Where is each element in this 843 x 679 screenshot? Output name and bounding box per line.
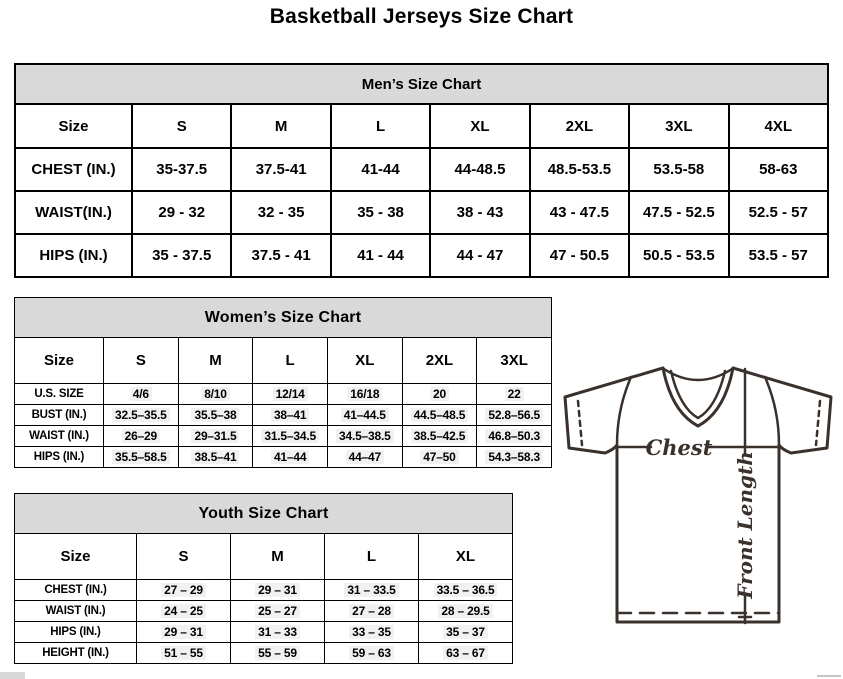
value-cell bbox=[137, 601, 231, 622]
value: 4/6 bbox=[130, 387, 152, 401]
value: 38.5–41 bbox=[191, 450, 239, 464]
value-cell bbox=[231, 643, 325, 664]
value-cell bbox=[231, 601, 325, 622]
value-cell bbox=[137, 580, 231, 601]
mens-size-chart-table bbox=[14, 63, 829, 278]
value-cell bbox=[430, 234, 529, 277]
value-cell bbox=[104, 426, 179, 447]
row-label: U.S. SIZE bbox=[15, 384, 104, 405]
value: 34.5–38.5 bbox=[336, 429, 394, 443]
value-cell bbox=[629, 191, 728, 234]
scrollbar-fragment-left[interactable] bbox=[0, 672, 25, 679]
column-header: XL bbox=[419, 534, 513, 580]
value: 44-48.5 bbox=[454, 161, 506, 178]
column-header: 2XL bbox=[402, 338, 477, 384]
value: 32 - 35 bbox=[257, 204, 305, 221]
table-row bbox=[15, 447, 552, 468]
table-row bbox=[15, 643, 513, 664]
value: 38.5–42.5 bbox=[411, 429, 469, 443]
value-cell bbox=[178, 405, 253, 426]
value: 12/14 bbox=[273, 387, 308, 401]
value-cell bbox=[729, 148, 828, 191]
value-cell bbox=[430, 191, 529, 234]
jersey-left-seam bbox=[617, 377, 631, 445]
value: 35 - 38 bbox=[357, 204, 404, 221]
value-cell bbox=[104, 447, 179, 468]
page-title: Basketball Jerseys Size Chart bbox=[269, 5, 574, 28]
column-header: M bbox=[178, 338, 253, 384]
value-cell bbox=[132, 191, 231, 234]
value: 35.5–58.5 bbox=[112, 450, 170, 464]
value-cell bbox=[402, 384, 477, 405]
value: 20 bbox=[430, 387, 449, 401]
value: 26–29 bbox=[122, 429, 160, 443]
column-header: 2XL bbox=[530, 104, 629, 148]
row-label: HIPS (IN.) bbox=[15, 234, 132, 277]
youth-size-chart-table bbox=[14, 493, 513, 664]
row-label: HIPS (IN.) bbox=[15, 447, 104, 468]
value: 44.5–48.5 bbox=[411, 408, 469, 422]
value-cell bbox=[629, 148, 728, 191]
jersey-left-cuff-dash bbox=[578, 401, 582, 445]
value: 47 - 50.5 bbox=[549, 247, 609, 264]
value: 51 – 55 bbox=[161, 646, 206, 660]
chest-label: Chest bbox=[645, 435, 713, 460]
table-row bbox=[15, 148, 828, 191]
value: 35 - 37.5 bbox=[152, 247, 212, 264]
column-header: 3XL bbox=[629, 104, 728, 148]
value: 38–41 bbox=[271, 408, 309, 422]
column-header: 4XL bbox=[729, 104, 828, 148]
value-cell bbox=[137, 643, 231, 664]
jersey-right-seam bbox=[765, 377, 779, 445]
value: 41-44 bbox=[361, 161, 400, 178]
table-row bbox=[15, 405, 552, 426]
jersey-measurement-diagram bbox=[555, 355, 843, 679]
value: 31 – 33.5 bbox=[344, 583, 398, 597]
value-cell bbox=[253, 384, 328, 405]
value: 24 – 25 bbox=[161, 604, 206, 618]
table-title: Youth Size Chart bbox=[15, 494, 513, 534]
value-cell bbox=[419, 643, 513, 664]
value: 50.5 - 53.5 bbox=[642, 247, 715, 264]
value: 47.5 - 52.5 bbox=[642, 204, 715, 221]
value: 59 – 63 bbox=[349, 646, 394, 660]
value-cell bbox=[253, 447, 328, 468]
value: 29–31.5 bbox=[191, 429, 239, 443]
table-row bbox=[15, 384, 552, 405]
row-label: HEIGHT (IN.) bbox=[15, 643, 137, 664]
value-cell bbox=[104, 405, 179, 426]
value: 53.5-58 bbox=[653, 161, 705, 178]
value-cell bbox=[327, 384, 402, 405]
value: 32.5–35.5 bbox=[112, 408, 170, 422]
value: 35 – 37 bbox=[443, 625, 488, 639]
value: 41–44 bbox=[271, 450, 309, 464]
scrollbar-fragment-right[interactable] bbox=[817, 675, 841, 677]
value-cell bbox=[430, 148, 529, 191]
value-cell bbox=[331, 148, 430, 191]
value-cell bbox=[327, 405, 402, 426]
table-row bbox=[15, 191, 828, 234]
value-cell bbox=[331, 191, 430, 234]
value-cell bbox=[477, 426, 552, 447]
row-label: WAIST (IN.) bbox=[15, 601, 137, 622]
value-cell bbox=[729, 191, 828, 234]
value-cell bbox=[327, 447, 402, 468]
value: 31.5–34.5 bbox=[261, 429, 319, 443]
value: 27 – 28 bbox=[349, 604, 394, 618]
value: 46.8–50.3 bbox=[485, 429, 543, 443]
value: 43 - 47.5 bbox=[549, 204, 609, 221]
table-title: Women’s Size Chart bbox=[15, 298, 552, 338]
value: 41 - 44 bbox=[357, 247, 404, 264]
value: 55 – 59 bbox=[255, 646, 300, 660]
value: 16/18 bbox=[347, 387, 382, 401]
column-header: 3XL bbox=[477, 338, 552, 384]
jersey-outline bbox=[565, 368, 831, 622]
value: 35-37.5 bbox=[156, 161, 208, 178]
column-header: L bbox=[325, 534, 419, 580]
table-row bbox=[15, 580, 513, 601]
column-header: S bbox=[132, 104, 231, 148]
value-cell bbox=[419, 601, 513, 622]
value: 22 bbox=[505, 387, 524, 401]
column-header: S bbox=[104, 338, 179, 384]
value: 8/10 bbox=[201, 387, 230, 401]
column-header: L bbox=[253, 338, 328, 384]
value-cell bbox=[178, 447, 253, 468]
value-cell bbox=[325, 601, 419, 622]
column-header: XL bbox=[430, 104, 529, 148]
value-cell bbox=[629, 234, 728, 277]
row-label: BUST (IN.) bbox=[15, 405, 104, 426]
value-cell bbox=[253, 426, 328, 447]
value: 27 – 29 bbox=[161, 583, 206, 597]
value-cell bbox=[325, 622, 419, 643]
value-cell bbox=[132, 234, 231, 277]
row-label: CHEST (IN.) bbox=[15, 580, 137, 601]
table-row bbox=[15, 234, 828, 277]
column-header: M bbox=[231, 534, 325, 580]
value-cell bbox=[402, 405, 477, 426]
value-cell bbox=[419, 580, 513, 601]
column-header: Size bbox=[15, 104, 132, 148]
value: 52.8–56.5 bbox=[485, 408, 543, 422]
value-cell bbox=[325, 643, 419, 664]
row-label: WAIST (IN.) bbox=[15, 426, 104, 447]
value-cell bbox=[325, 580, 419, 601]
value: 54.3–58.3 bbox=[485, 450, 543, 464]
row-label: WAIST(IN.) bbox=[15, 191, 132, 234]
value-cell bbox=[231, 580, 325, 601]
value: 41–44.5 bbox=[341, 408, 389, 422]
value-cell bbox=[231, 148, 330, 191]
column-header: XL bbox=[327, 338, 402, 384]
row-label: CHEST (IN.) bbox=[15, 148, 132, 191]
value: 29 – 31 bbox=[161, 625, 206, 639]
column-header: L bbox=[331, 104, 430, 148]
value: 29 - 32 bbox=[158, 204, 206, 221]
table-row bbox=[15, 601, 513, 622]
value-cell bbox=[477, 405, 552, 426]
value-cell bbox=[530, 148, 629, 191]
value-cell bbox=[178, 426, 253, 447]
value-cell bbox=[402, 447, 477, 468]
value: 25 – 27 bbox=[255, 604, 300, 618]
value-cell bbox=[327, 426, 402, 447]
value-cell bbox=[231, 191, 330, 234]
value: 31 – 33 bbox=[255, 625, 300, 639]
column-header: M bbox=[231, 104, 330, 148]
womens-size-chart-table bbox=[14, 297, 552, 468]
value-cell bbox=[137, 622, 231, 643]
value: 35.5–38 bbox=[191, 408, 239, 422]
value: 47–50 bbox=[420, 450, 458, 464]
value: 38 - 43 bbox=[456, 204, 504, 221]
value: 58-63 bbox=[759, 161, 798, 178]
value-cell bbox=[253, 405, 328, 426]
column-header: S bbox=[137, 534, 231, 580]
jersey-collar-band bbox=[664, 369, 732, 380]
value: 44 - 47 bbox=[456, 247, 504, 264]
value-cell bbox=[231, 234, 330, 277]
value: 29 – 31 bbox=[255, 583, 300, 597]
value-cell bbox=[132, 148, 231, 191]
value: 37.5 - 41 bbox=[251, 247, 311, 264]
value: 48.5-53.5 bbox=[547, 161, 612, 178]
table-title: Men’s Size Chart bbox=[15, 64, 828, 104]
value-cell bbox=[530, 234, 629, 277]
table-row bbox=[15, 426, 552, 447]
value-cell bbox=[477, 384, 552, 405]
value-cell bbox=[419, 622, 513, 643]
value-cell bbox=[530, 191, 629, 234]
value-cell bbox=[331, 234, 430, 277]
value-cell bbox=[104, 384, 179, 405]
value-cell bbox=[729, 234, 828, 277]
front-length-label: Front Length bbox=[733, 451, 757, 599]
value: 37.5-41 bbox=[255, 161, 307, 178]
value: 53.5 - 57 bbox=[748, 247, 808, 264]
column-header: Size bbox=[15, 338, 104, 384]
value-cell bbox=[402, 426, 477, 447]
value-cell bbox=[477, 447, 552, 468]
value-cell bbox=[231, 622, 325, 643]
value: 33 – 35 bbox=[349, 625, 394, 639]
column-header: Size bbox=[15, 534, 137, 580]
table-row bbox=[15, 622, 513, 643]
row-label: HIPS (IN.) bbox=[15, 622, 137, 643]
value-cell bbox=[178, 384, 253, 405]
value: 33.5 – 36.5 bbox=[434, 583, 498, 597]
value: 63 – 67 bbox=[443, 646, 488, 660]
value: 28 – 29.5 bbox=[438, 604, 492, 618]
value: 44–47 bbox=[346, 450, 384, 464]
jersey-right-cuff-dash bbox=[816, 401, 820, 445]
value: 52.5 - 57 bbox=[748, 204, 808, 221]
